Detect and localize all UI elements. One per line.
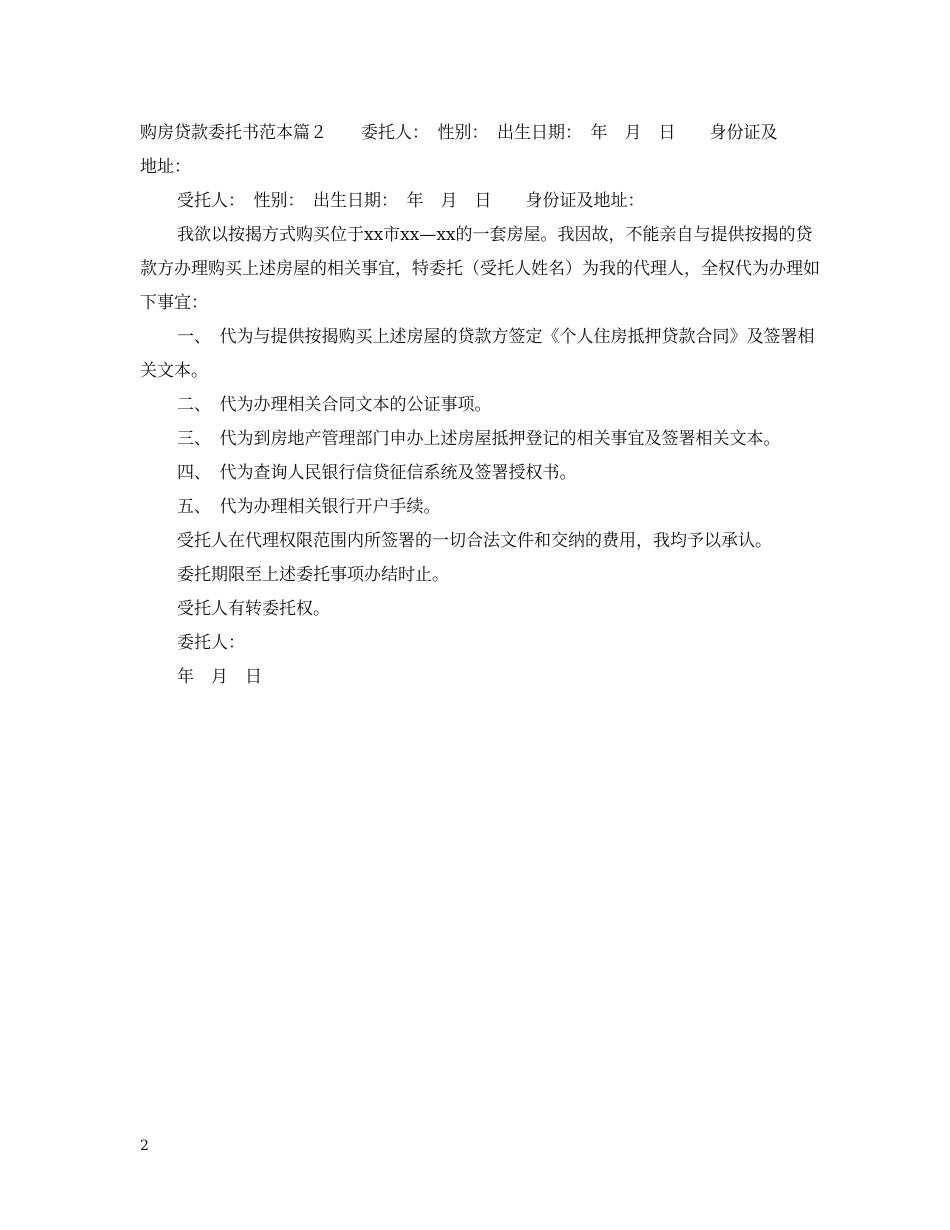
item-three: 三、 代为到房地产管理部门申办上述房屋抵押登记的相关事宜及签署相关文本。 — [177, 429, 781, 449]
date-label: 年 月 日 — [177, 667, 262, 687]
trustee-info-line: 受托人： 性别： 出生日期： 年 月 日 身份证及地址： — [177, 191, 645, 211]
heading-line-continuation: 地址： — [140, 157, 191, 177]
heading-line: 购房贷款委托书范本篇２ 委托人： 性别： 出生日期： 年 月 日 身份证及 — [140, 123, 778, 143]
page-number: 2 — [140, 1138, 149, 1154]
item-one: 一、 代为与提供按揭购买上述房屋的贷款方签定《个人住房抵押贷款合同》及签署相关文本。 — [140, 327, 815, 381]
acceptance-paragraph: 受托人在代理权限范围内所签署的一切合法文件和交纳的费用，我均予以承认。 — [177, 531, 772, 551]
signature-label: 委托人： — [177, 633, 245, 653]
document-body — [140, 116, 820, 694]
term-paragraph: 委托期限至上述委托事项办结时止。 — [177, 565, 449, 585]
transfer-paragraph: 受托人有转委托权。 — [177, 599, 330, 619]
item-two: 二、 代为办理相关合同文本的公证事项。 — [177, 395, 492, 415]
item-five: 五、 代为办理相关银行开户手续。 — [177, 497, 441, 517]
intro-paragraph: 我欲以按揭方式购买位于xx市xx—xx的一套房屋。我因故，不能亲自与提供按揭的贷款方办理购买上述房屋的相关事宜，特委托（受托人姓名）为我的代理人，全权代为办理如下事宜： — [140, 225, 820, 313]
item-four: 四、 代为查询人民银行信贷征信系统及签署授权书。 — [177, 463, 577, 483]
